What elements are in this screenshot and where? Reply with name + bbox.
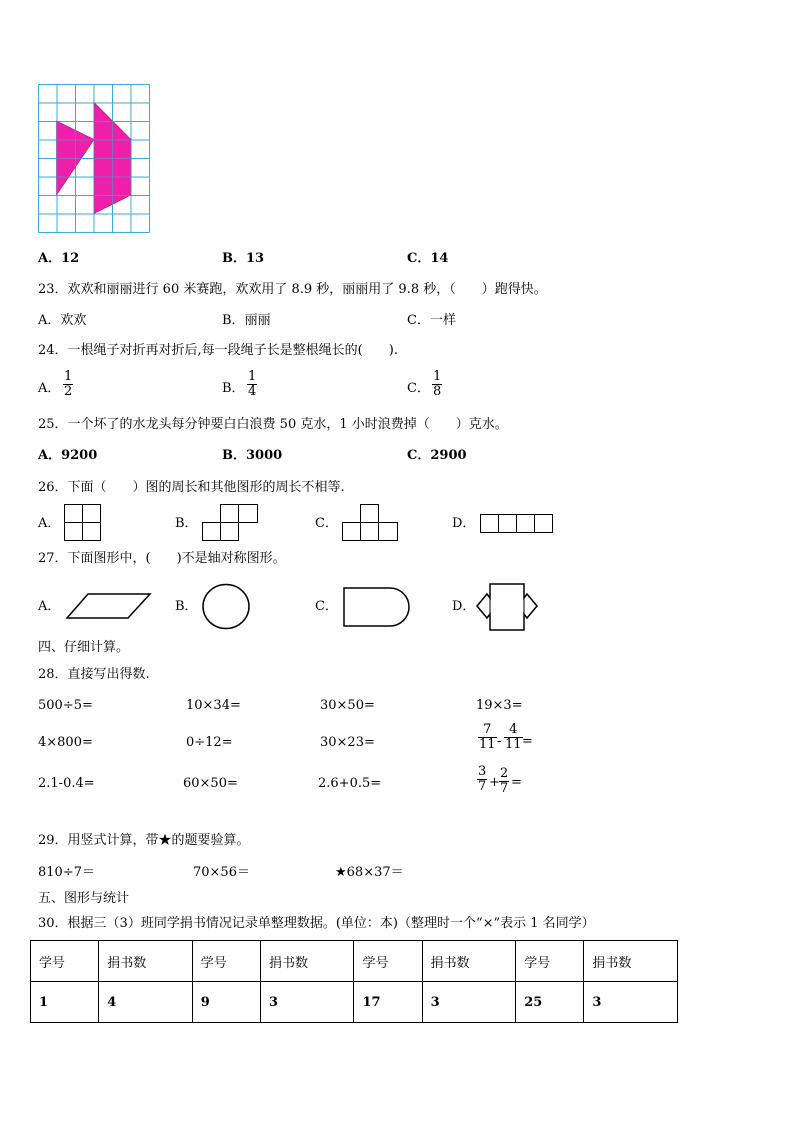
q23-option-a[interactable]: A．欢欢 (38, 313, 87, 328)
table-header-cell: 捐书数 (584, 941, 678, 982)
q27-option-c-letter[interactable]: C． (315, 599, 338, 614)
section-4-heading: 四、仔细计算。 (38, 640, 130, 655)
q27-rounded-shape[interactable] (342, 586, 412, 628)
q28-item: 4×800= (38, 735, 93, 750)
q23-option-c[interactable]: C．一样 (407, 313, 456, 328)
q28-item: 30×50= (320, 698, 375, 713)
q26-option-d-letter[interactable]: D． (452, 516, 476, 531)
q27-option-b-letter[interactable]: B． (175, 599, 198, 614)
table-cell: 3 (260, 982, 354, 1023)
table-row (31, 982, 678, 1023)
q28-item: 2.1-0.4= (38, 776, 95, 791)
minus-sign: - (497, 734, 502, 749)
table-header-cell: 学号 (31, 941, 99, 982)
q28-stem: 28．直接写出得数. (38, 667, 150, 682)
q28-item: 19×3= (476, 698, 523, 713)
q23-option-b[interactable]: B．丽丽 (222, 313, 271, 328)
denominator: 4 (248, 384, 257, 399)
equals-sign: = (511, 775, 522, 790)
q26-figure-a[interactable] (64, 504, 102, 542)
grid-figure (38, 84, 150, 232)
q24-option-b-letter[interactable]: B． (222, 381, 245, 396)
donation-table (30, 940, 678, 1023)
table-cell: 3 (422, 982, 516, 1023)
table-header-cell: 学号 (192, 941, 260, 982)
q25-option-c[interactable]: C．2900 (407, 448, 467, 463)
q27-option-d-letter[interactable]: D． (452, 599, 476, 614)
q27-double-arrow-shape[interactable] (476, 581, 540, 633)
table-header-cell: 捐书数 (422, 941, 516, 982)
q28-fraction-3-7: 3 7 (478, 764, 487, 794)
q29-item-starred: ★68×37＝ (335, 865, 404, 880)
q26-option-b-letter[interactable]: B． (175, 516, 198, 531)
q22-option-a[interactable]: A．12 (38, 251, 80, 266)
q28-item: 500÷5= (38, 698, 93, 713)
table-header-cell: 学号 (516, 941, 584, 982)
section-5-heading: 五、图形与统计 (38, 891, 130, 906)
q30-stem: 30．根据三（3）班同学捐书情况记录单整理数据。(单位：本)（整理时一个“×”表示 1 名同学） (38, 916, 595, 931)
q27-circle[interactable] (201, 583, 253, 631)
q26-figure-c[interactable] (342, 504, 398, 542)
q27-parallelogram[interactable] (66, 592, 152, 620)
table-header-row (31, 941, 678, 982)
q26-stem: 26．下面（ ）图的周长和其他图形的周长不相等. (38, 480, 345, 495)
equals-sign: = (522, 734, 533, 749)
numerator: 1 (248, 369, 257, 384)
q27-stem: 27．下面图形中，( )不是轴对称图形。 (38, 551, 286, 566)
table-cell: 1 (31, 982, 99, 1023)
q25-option-b[interactable]: B．3000 (222, 448, 283, 463)
q28-fraction-4-11: 4 11 (505, 722, 522, 752)
q28-item: 30×23= (320, 735, 375, 750)
denominator: 8 (433, 384, 442, 399)
q28-item: 10×34= (186, 698, 241, 713)
q26-option-a-letter[interactable]: A． (38, 516, 61, 531)
q24-option-c-letter[interactable]: C． (407, 381, 430, 396)
q28-fraction-2-7: 2 7 (500, 766, 509, 796)
q29-stem: 29．用竖式计算，带★的题要验算。 (38, 833, 250, 848)
q25-option-a[interactable]: A．9200 (38, 448, 98, 463)
q28-item: 60×50= (183, 776, 238, 791)
q23-stem: 23．欢欢和丽丽进行 60 米赛跑，欢欢用了 8.9 秒，丽丽用了 9.8 秒，（ ）跑得快。 (38, 282, 547, 297)
q27-option-a-letter[interactable]: A． (38, 599, 61, 614)
q24-option-a-fraction[interactable] (63, 370, 73, 399)
q26-figure-b[interactable] (202, 504, 258, 542)
table-header-cell: 学号 (354, 941, 422, 982)
q24-option-a-letter[interactable]: A． (38, 381, 61, 396)
grid-lines-overlay (39, 85, 150, 233)
table-cell: 3 (584, 982, 678, 1023)
q29-item: 810÷7＝ (38, 865, 95, 880)
q24-option-c-fraction[interactable] (432, 370, 442, 399)
table-cell: 25 (516, 982, 584, 1023)
q24-option-b-fraction[interactable] (247, 370, 257, 399)
numerator: 1 (433, 369, 442, 384)
q22-option-c[interactable]: C．14 (407, 251, 449, 266)
numerator: 1 (64, 369, 73, 384)
plus-sign: + (489, 775, 500, 790)
q29-item: 70×56＝ (193, 865, 250, 880)
q26-figure-d[interactable] (480, 514, 554, 534)
denominator: 2 (64, 384, 73, 399)
q28-item: 2.6+0.5= (318, 776, 382, 791)
table-cell: 4 (99, 982, 193, 1023)
table-header-cell: 捐书数 (99, 941, 193, 982)
q25-stem: 25．一个坏了的水龙头每分钟要白白浪费 50 克水，1 小时浪费掉（ ）克水。 (38, 417, 508, 432)
q22-option-b[interactable]: B．13 (222, 251, 265, 266)
table-cell: 9 (192, 982, 260, 1023)
table-header-cell: 捐书数 (260, 941, 354, 982)
q26-option-c-letter[interactable]: C． (315, 516, 338, 531)
q28-fraction-7-11: 7 11 (479, 722, 496, 752)
q24-stem: 24．一根绳子对折再对折后,每一段绳子长是整根绳长的( ). (38, 343, 398, 358)
q28-item: 0÷12= (186, 735, 233, 750)
table-cell: 17 (354, 982, 422, 1023)
